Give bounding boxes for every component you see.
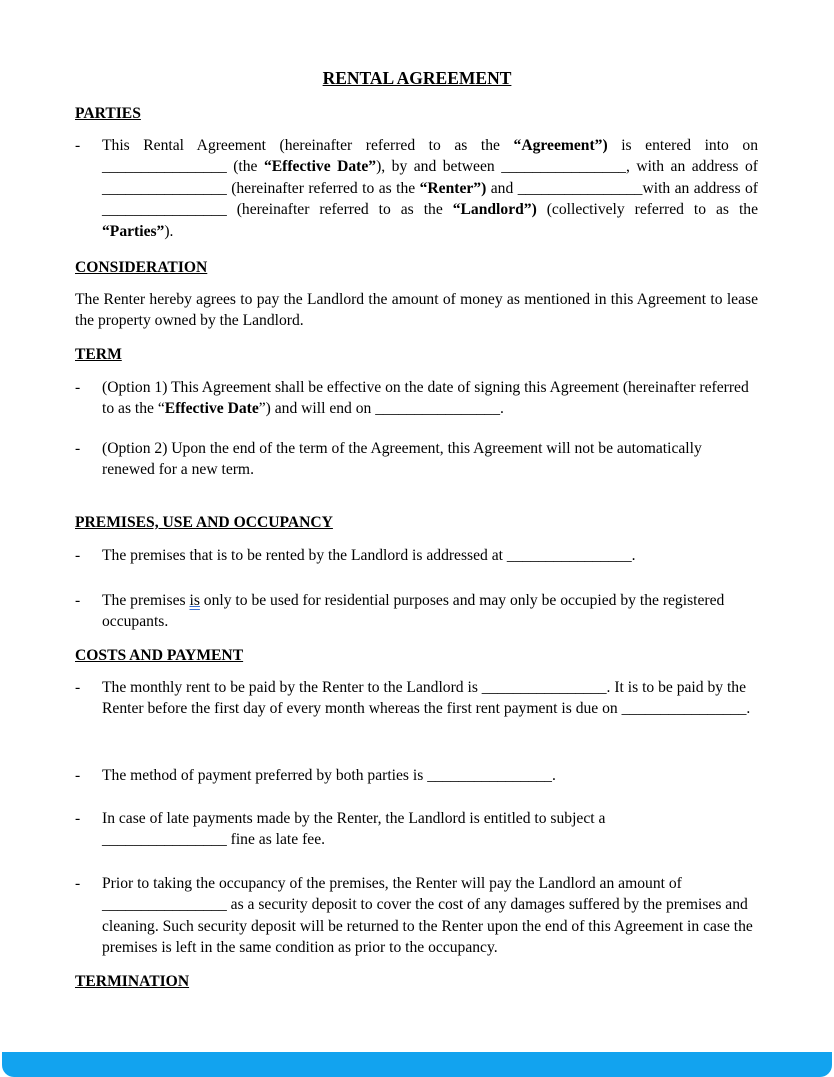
premises-item2: [75, 590, 758, 633]
heading-termination: TERMINATION: [75, 973, 190, 990]
blank-field: ________________: [517, 179, 643, 197]
heading-term: TERM: [75, 346, 122, 363]
blank-field: ________________: [102, 158, 227, 176]
heading-premises: PREMISES, USE AND OCCUPANCY: [75, 514, 333, 531]
blank-field: ________________: [375, 400, 500, 418]
blank-field: ________________: [501, 158, 626, 176]
costs-item1-text: The monthly rent to be paid by the Renter to the Landlord is ________________. It is to be paid by the Renter before the first day of every month whereas the first rent payment is due on ________________.: [102, 679, 751, 718]
premises-item1: [75, 545, 758, 566]
heading-parties: PARTIES: [75, 105, 141, 122]
document-title: RENTAL AGREEMENT: [322, 68, 512, 88]
blank-field: ________________: [102, 831, 227, 849]
term-option2: [75, 438, 758, 481]
term-option1-text: (Option 1) This Agreement shall be effective on the date of signing this Agreement (hereinafter referred to as the “Effective Date”) and will end on ________________.: [102, 379, 749, 418]
costs-item2-text: The method of payment preferred by both parties is ________________.: [102, 767, 556, 784]
term-option2-text: (Option 2) Upon the end of the term of the Agreement, this Agreement will not be automatically renewed for a new term.: [102, 440, 702, 479]
bullet-dash: -: [75, 440, 81, 457]
costs-item1: [75, 677, 758, 720]
bullet-dash: -: [75, 810, 81, 827]
costs-item3-text: In case of late payments made by the Renter, the Landlord is entitled to subject a ________________ fine as late fee.: [102, 810, 606, 849]
blank-field: ________________: [506, 547, 632, 564]
bottom-accent-bar: [2, 1052, 832, 1077]
term-option1: [75, 377, 758, 420]
bullet-dash: -: [75, 547, 81, 564]
blank-field: ________________: [621, 700, 747, 718]
parties-text: This Rental Agreement (hereinafter referred to as the “Agreement”) is entered into on ________________ (the “Effective Date”), by and between ________________, with an address of ________________ (hereinafter referred to as the “Renter”) and ________________with an address of ________________ (hereinafter referred to as the “Landlord”) (collectively referred to as the “Parties”).: [102, 137, 759, 240]
blank-field: ________________: [102, 896, 227, 914]
costs-item2: [75, 765, 758, 786]
premises-item2-text: The premises is only to be used for residential purposes and may only be occupied by the registered occupants.: [102, 592, 725, 631]
bullet-dash: -: [75, 875, 81, 892]
spellcheck-underline: is: [189, 592, 200, 609]
premises-item1-text: The premises that is to be rented by the Landlord is addressed at ________________.: [102, 547, 636, 564]
bullet-dash: -: [75, 379, 81, 396]
bullet-dash: -: [75, 137, 81, 154]
costs-item4-text: Prior to taking the occupancy of the premises, the Renter will pay the Landlord an amount of ________________ as a security deposit to cover the cost of any damages suffered by the premises and cleaning. Such security deposit will be returned to the Renter upon the end of this Agreement in case the premises is left in the same condition as prior to the occupancy.: [102, 875, 753, 957]
blank-field: ________________: [427, 767, 552, 784]
costs-item3: [75, 808, 758, 851]
heading-costs: COSTS AND PAYMENT: [75, 647, 244, 664]
bullet-dash: -: [75, 767, 81, 784]
blank-field: ________________: [102, 201, 227, 219]
parties-bullet: [75, 135, 758, 242]
bullet-dash: -: [75, 592, 81, 609]
consideration-text: The Renter hereby agrees to pay the Landlord the amount of money as mentioned in this Agreement to lease the property owned by the Landlord.: [75, 291, 758, 330]
blank-field: ________________: [481, 679, 607, 696]
blank-field: ________________: [102, 179, 227, 197]
costs-item4: [75, 873, 758, 959]
bullet-dash: -: [75, 679, 81, 696]
heading-consideration: CONSIDERATION: [75, 259, 208, 276]
